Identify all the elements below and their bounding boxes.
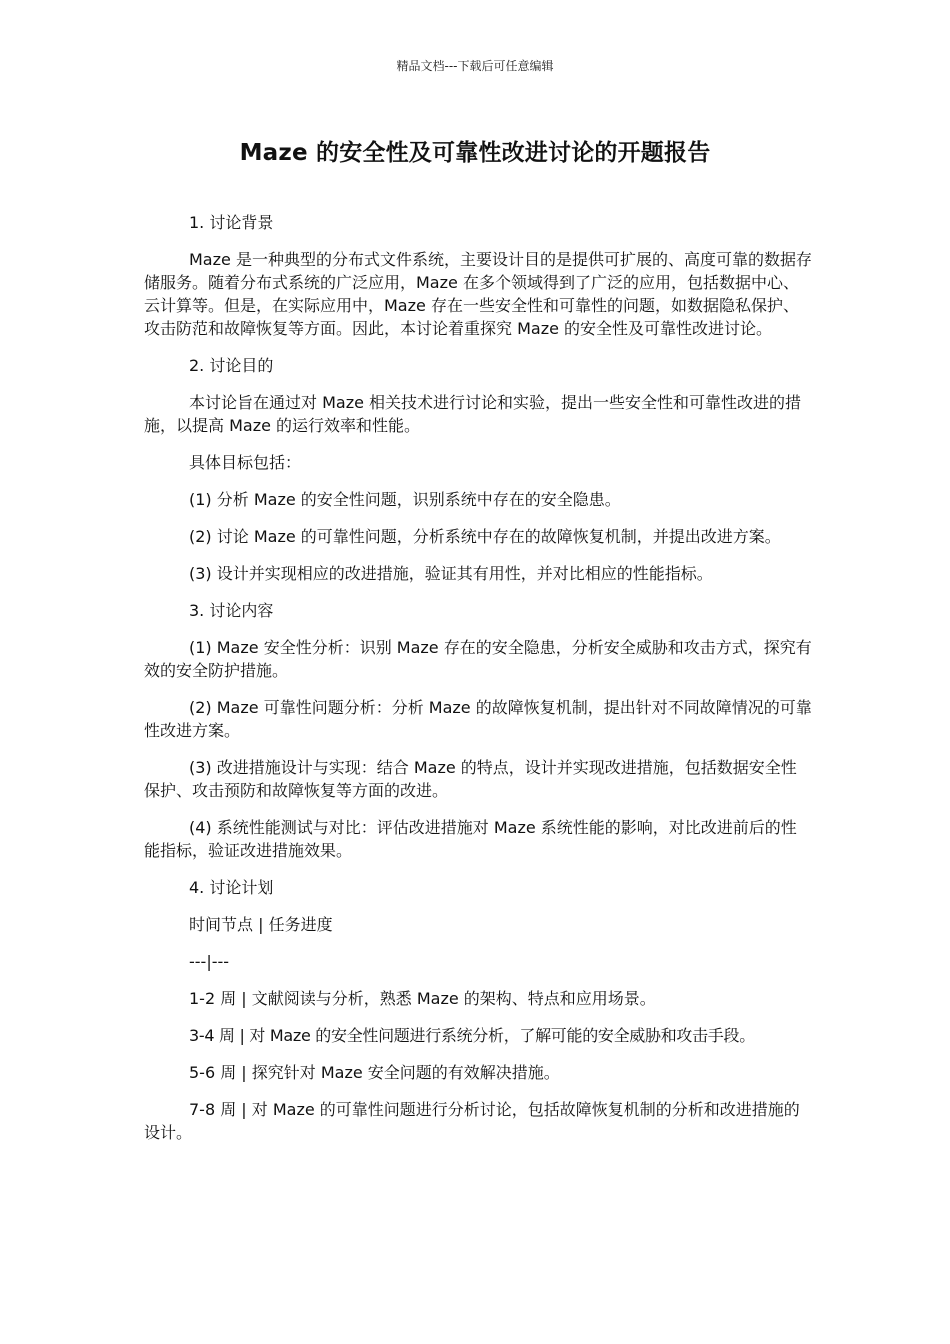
page-header: 精品文档---下载后可任意编辑 bbox=[396, 59, 554, 73]
plan-row: 7-8 周 | 对 Maze 的可靠性问题进行分析讨论，包括故障恢复机制的分析和改进措施的设计。 bbox=[144, 1100, 800, 1142]
content-item: (3) 改进措施设计与实现：结合 Maze 的特点，设计并实现改进措施，包括数据安全性保护、攻击预防和故障恢复等方面的改进。 bbox=[144, 758, 797, 800]
plan-row: 5-6 周 | 探究针对 Maze 安全问题的有效解决措施。 bbox=[189, 1063, 560, 1082]
background-paragraph: Maze 是一种典型的分布式文件系统，主要设计目的是提供可扩展的、高度可靠的数据存储服务。随着分布式系统的广泛应用，Maze 在多个领域得到了广泛的应用，包括数据中心、云计算等。但是，在实际应用中，Maze 存在一些安全性和可靠性的问题，如数据隐私保护、攻击防范和故障恢复等方面。因此，本讨论着重探究 Maze 的安全性及可靠性改进讨论。 bbox=[144, 250, 812, 338]
goal-item: (1) 分析 Maze 的安全性问题，识别系统中存在的安全隐患。 bbox=[189, 490, 621, 509]
content-item: (4) 系统性能测试与对比：评估改进措施对 Maze 系统性能的影响，对比改进前后的性能指标，验证改进措施效果。 bbox=[144, 818, 797, 860]
goal-item: (3) 设计并实现相应的改进措施，验证其有用性，并对比相应的性能指标。 bbox=[189, 564, 713, 583]
plan-row: 3-4 周 | 对 Maze 的安全性问题进行系统分析，了解可能的安全威胁和攻击手段。 bbox=[189, 1026, 755, 1045]
goals-intro: 具体目标包括： bbox=[189, 453, 302, 472]
content-item: (2) Maze 可靠性问题分析：分析 Maze 的故障恢复机制，提出针对不同故障情况的可靠性改进方案。 bbox=[144, 698, 812, 740]
section-heading-plan: 4. 讨论计划 bbox=[189, 878, 274, 897]
section-heading-content: 3. 讨论内容 bbox=[189, 601, 274, 620]
plan-row: 1-2 周 | 文献阅读与分析，熟悉 Maze 的架构、特点和应用场景。 bbox=[189, 989, 656, 1008]
purpose-paragraph: 本讨论旨在通过对 Maze 相关技术进行讨论和实验，提出一些安全性和可靠性改进的措施，以提高 Maze 的运行效率和性能。 bbox=[144, 393, 802, 435]
plan-table-separator: ---|--- bbox=[189, 952, 230, 971]
content-item: (1) Maze 安全性分析：识别 Maze 存在的安全隐患，分析安全威胁和攻击方式，探究有效的安全防护措施。 bbox=[144, 638, 812, 680]
goal-item: (2) 讨论 Maze 的可靠性问题，分析系统中存在的故障恢复机制，并提出改进方案。 bbox=[189, 527, 781, 546]
section-heading-purpose: 2. 讨论目的 bbox=[189, 356, 274, 375]
document-body bbox=[144, 211, 812, 1158]
document-title: Maze 的安全性及可靠性改进讨论的开题报告 bbox=[239, 140, 711, 166]
section-heading-background: 1. 讨论背景 bbox=[189, 213, 274, 232]
plan-table-header: 时间节点 | 任务进度 bbox=[189, 915, 333, 934]
